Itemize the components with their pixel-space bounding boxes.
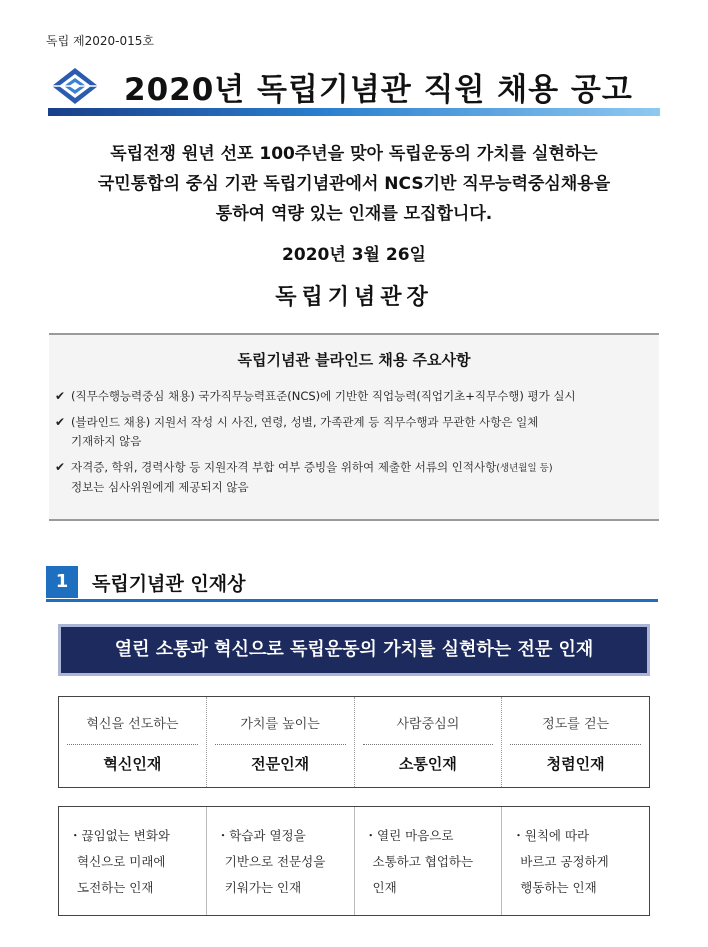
intro-line: 국민통합의 중심 기관 독립기념관에서 NCS기반 직무능력중심채용을 xyxy=(97,174,611,194)
summary-item-text-cont: 기재하지 않음 xyxy=(71,434,142,448)
summary-item-text: 자격증, 학위, 경력사항 등 지원자격 부합 여부 증빙을 위하여 제출한 서류의 인적사항 xyxy=(71,460,497,474)
detail-line: 키워가는 인재 xyxy=(224,880,302,895)
summary-list xyxy=(55,387,655,504)
value-name: 청렴인재 xyxy=(546,755,605,773)
value-description: 정도를 걷는 xyxy=(510,713,641,745)
detail-line: ・열린 마음으로 xyxy=(364,828,454,843)
document-number: 독립 제2020-015호 xyxy=(46,34,154,48)
page-title: 2020년 독립기념관 직원 채용 공고 xyxy=(124,72,633,108)
summary-item-text: (블라인드 채용) 지원서 작성 시 사진, 연령, 성별, 가족관계 등 직무수행과 무관한 사항은 일체 xyxy=(71,415,539,429)
detail-column xyxy=(59,807,207,915)
detail-column xyxy=(207,807,355,915)
detail-column xyxy=(355,807,503,915)
value-column xyxy=(355,697,503,787)
blind-hiring-summary-box xyxy=(49,333,659,521)
value-description: 가치를 높이는 xyxy=(215,713,346,745)
section-header xyxy=(46,566,658,602)
detail-line: ・끊임없는 변화와 xyxy=(69,828,170,843)
section-underline xyxy=(46,599,658,602)
value-description: 혁신을 선도하는 xyxy=(67,713,198,745)
detail-line: 행동하는 인재 xyxy=(520,880,597,895)
value-name: 혁신인재 xyxy=(103,755,162,773)
detail-line: 바르고 공정하게 xyxy=(520,854,609,869)
section-title: 독립기념관 인재상 xyxy=(92,573,246,595)
list-item xyxy=(55,458,655,497)
list-item xyxy=(55,387,655,406)
title-underline-bar xyxy=(48,108,660,116)
intro-line: 통하여 역량 있는 인재를 모집합니다. xyxy=(215,204,493,224)
detail-line: 소통하고 협업하는 xyxy=(372,854,474,869)
detail-line: ・원칙에 따라 xyxy=(512,828,590,843)
value-name: 전문인재 xyxy=(251,755,310,773)
value-column xyxy=(502,697,649,787)
value-column xyxy=(59,697,207,787)
summary-item-small-text: (생년월일 등) xyxy=(496,463,553,474)
value-column xyxy=(207,697,355,787)
talent-details-table xyxy=(58,806,650,916)
detail-line: 인재 xyxy=(372,880,397,895)
detail-line: 도전하는 인재 xyxy=(77,880,154,895)
detail-line: ・학습과 열정을 xyxy=(216,828,306,843)
talent-slogan-banner: 열린 소통과 혁신으로 독립운동의 가치를 실현하는 전문 인재 xyxy=(58,624,650,676)
checkmark-icon: ✔ xyxy=(55,415,66,429)
announcement-date: 2020년 3월 26일 xyxy=(282,245,426,265)
summary-item-text-cont: 정보는 심사위원에게 제공되지 않음 xyxy=(71,480,249,494)
title-row xyxy=(48,62,660,110)
list-item xyxy=(55,413,655,451)
value-name: 소통인재 xyxy=(398,755,457,773)
checkmark-icon: ✔ xyxy=(55,460,66,474)
checkmark-icon: ✔ xyxy=(55,389,66,403)
issuing-organization: 독립기념관장 xyxy=(275,285,433,310)
diamond-emblem-icon xyxy=(50,66,100,106)
summary-title: 독립기념관 블라인드 채용 주요사항 xyxy=(237,351,471,369)
detail-line: 혁신으로 미래에 xyxy=(77,854,166,869)
intro-paragraph xyxy=(40,139,668,229)
detail-line: 기반으로 전문성을 xyxy=(224,854,326,869)
section-number: 1 xyxy=(46,566,78,598)
detail-column xyxy=(502,807,649,915)
talent-values-table xyxy=(58,696,650,788)
summary-item-text: (직무수행능력중심 채용) 국가직무능력표준(NCS)에 기반한 직업능력(직업기초+직무수행) 평가 실시 xyxy=(71,389,576,403)
value-description: 사람중심의 xyxy=(363,713,494,745)
intro-line: 독립전쟁 원년 선포 100주년을 맞아 독립운동의 가치를 실현하는 xyxy=(110,144,598,164)
